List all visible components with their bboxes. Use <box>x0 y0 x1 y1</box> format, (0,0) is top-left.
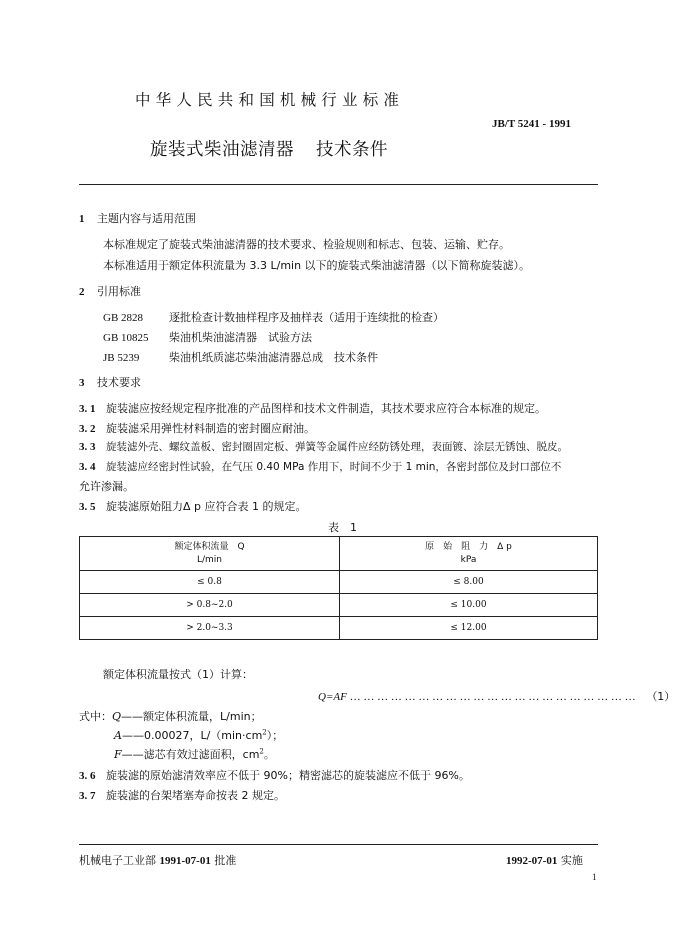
clause-text: 旋装滤采用弹性材料制造的密封圈应耐油。 <box>106 422 315 435</box>
formula-leader-dots: … … … … … … … … … … … … … … … … … … … … … <box>349 691 636 703</box>
clause-item <box>79 420 315 436</box>
variable-symbol: Q <box>112 710 122 723</box>
clause-text: 旋装滤原始阻力Δ p 应符合表 1 的规定。 <box>106 500 307 513</box>
title-part-a: 旋装式柴油滤清器 <box>150 140 294 160</box>
resistance-header-unit: kPa <box>460 554 477 565</box>
variable-symbol: A <box>114 729 122 742</box>
table-row <box>80 617 598 640</box>
section-3-number: 3 <box>79 377 85 389</box>
variable-definition-end: ）； <box>266 729 284 742</box>
clause-number: 3. 3 <box>79 441 96 453</box>
clause-number: 3. 5 <box>79 501 96 513</box>
section-1-number: 1 <box>79 213 85 225</box>
flow-header-unit: L/min <box>196 554 223 565</box>
flow-header-label: 额定体积流量 Q <box>174 541 245 552</box>
table-caption: 表 1 <box>328 521 357 534</box>
clause-item <box>79 767 470 783</box>
resistance-header-label: 原 始 阻 力 Δ p <box>425 541 512 552</box>
clause-text: 旋装滤应按经规定程序批准的产品图样和技术文件制造，其技术要求应符合本标准的规定。 <box>106 402 546 415</box>
formula-line <box>318 688 675 704</box>
formula-variable-q <box>79 708 262 724</box>
title-part-b: 技术条件 <box>316 140 388 160</box>
resistance-column-header <box>340 537 598 571</box>
unit-exponent: 2 <box>262 728 267 737</box>
flow-column-header <box>80 537 340 571</box>
formula-expression: Q=AF <box>318 691 347 703</box>
section-1-para-1: 本标准规定了旋装式柴油滤清器的技术要求、检验规则和标志、包装、运输、贮存。 <box>103 238 510 251</box>
clause-number: 3. 4 <box>79 461 96 473</box>
clause-number: 3. 6 <box>79 770 96 782</box>
clause-item <box>79 459 561 474</box>
reference-code: GB 2828 <box>103 312 144 324</box>
page-number: 1 <box>592 872 597 882</box>
document-title <box>150 136 388 161</box>
clause-item <box>79 787 285 803</box>
resistance-cell: ≤ 8.00 <box>340 571 598 594</box>
formula-variable-a <box>114 727 283 743</box>
flow-cell: > 2.0~3.3 <box>80 617 340 640</box>
footer-rule <box>79 844 598 845</box>
resistance-cell: ≤ 12.00 <box>340 617 598 640</box>
reference-code: JB 5239 <box>103 352 140 364</box>
issuer: 机械电子工业部 <box>79 854 156 867</box>
formula-intro: 额定体积流量按式（1）计算： <box>103 668 253 681</box>
resistance-cell: ≤ 10.00 <box>340 594 598 617</box>
implementation-label: 实施 <box>560 854 583 867</box>
section-1-title: 主题内容与适用范围 <box>97 212 196 225</box>
table-row <box>80 594 598 617</box>
implementation-date: 1992-07-01 <box>506 855 558 867</box>
clause-text: 旋装滤应经密封性试验，在气压 0.40 MPa 作用下，时间不少于 1 min，各密封部位及封口部位不 <box>106 461 562 473</box>
reference-item <box>103 349 378 365</box>
reference-title: 柴油机柴油滤清器 试验方法 <box>169 331 312 344</box>
reference-code: GB 10825 <box>103 332 149 344</box>
section-3-heading <box>79 374 141 390</box>
clause-number: 3. 1 <box>79 403 96 415</box>
where-label: 式中： <box>79 710 112 723</box>
clause-number: 3. 7 <box>79 790 96 802</box>
reference-item <box>103 329 312 345</box>
section-1-heading <box>79 210 196 226</box>
section-2-heading <box>79 283 141 299</box>
unit-exponent: 2 <box>259 747 264 756</box>
reference-title: 柴油机纸质滤芯柴油滤清器总成 技术条件 <box>169 351 378 364</box>
variable-definition: ——滤芯有效过滤面积，cm <box>121 748 260 761</box>
approval-date: 1991-07-01 <box>159 855 211 867</box>
approval-label: 批准 <box>214 854 237 867</box>
variable-definition-end: 。 <box>263 748 275 761</box>
approval-statement <box>79 852 236 868</box>
header-rule <box>79 184 598 185</box>
clause-text: 旋装滤的原始滤清效率应不低于 90%；精密滤芯的旋装滤应不低于 96%。 <box>106 769 470 782</box>
clause-item <box>79 498 307 514</box>
variable-symbol: F <box>114 748 122 761</box>
section-3-title: 技术要求 <box>97 376 141 389</box>
table-header-row <box>80 537 598 571</box>
flow-cell: ≤ 0.8 <box>80 571 340 594</box>
clause-continuation: 允许渗漏。 <box>79 480 134 493</box>
flow-cell: > 0.8~2.0 <box>80 594 340 617</box>
formula-variable-f <box>114 746 275 762</box>
standard-number: JB/T 5241 - 1991 <box>492 118 571 130</box>
clause-number: 3. 2 <box>79 423 96 435</box>
org-title: 中华人民共和国机械行业标准 <box>135 91 405 109</box>
implementation-statement <box>506 852 583 868</box>
equation-number: （1） <box>646 690 675 703</box>
clause-text: 旋装滤的台架堵塞寿命按表 2 规定。 <box>106 789 285 802</box>
clause-item <box>79 400 546 416</box>
section-2-title: 引用标准 <box>97 285 141 298</box>
resistance-table <box>79 536 598 640</box>
table-row <box>80 571 598 594</box>
clause-text: 旋装滤外壳、螺纹盖板、密封圈固定板、弹簧等金属件应经防锈处理，表面镀、涂层无锈蚀、脱皮。 <box>106 441 568 453</box>
variable-definition: ——额定体积流量，L/min； <box>121 710 262 723</box>
section-2-number: 2 <box>79 286 85 298</box>
clause-item <box>79 439 568 454</box>
variable-definition: ——0.00027，L/（min· <box>121 729 246 742</box>
reference-title: 逐批检查计数抽样程序及抽样表（适用于连续批的检查） <box>169 311 444 324</box>
variable-unit: cm <box>245 729 263 742</box>
reference-item <box>103 309 444 325</box>
section-1-para-2: 本标准适用于额定体积流量为 3.3 L/min 以下的旋装式柴油滤清器（以下简称旋装滤）。 <box>103 259 531 272</box>
